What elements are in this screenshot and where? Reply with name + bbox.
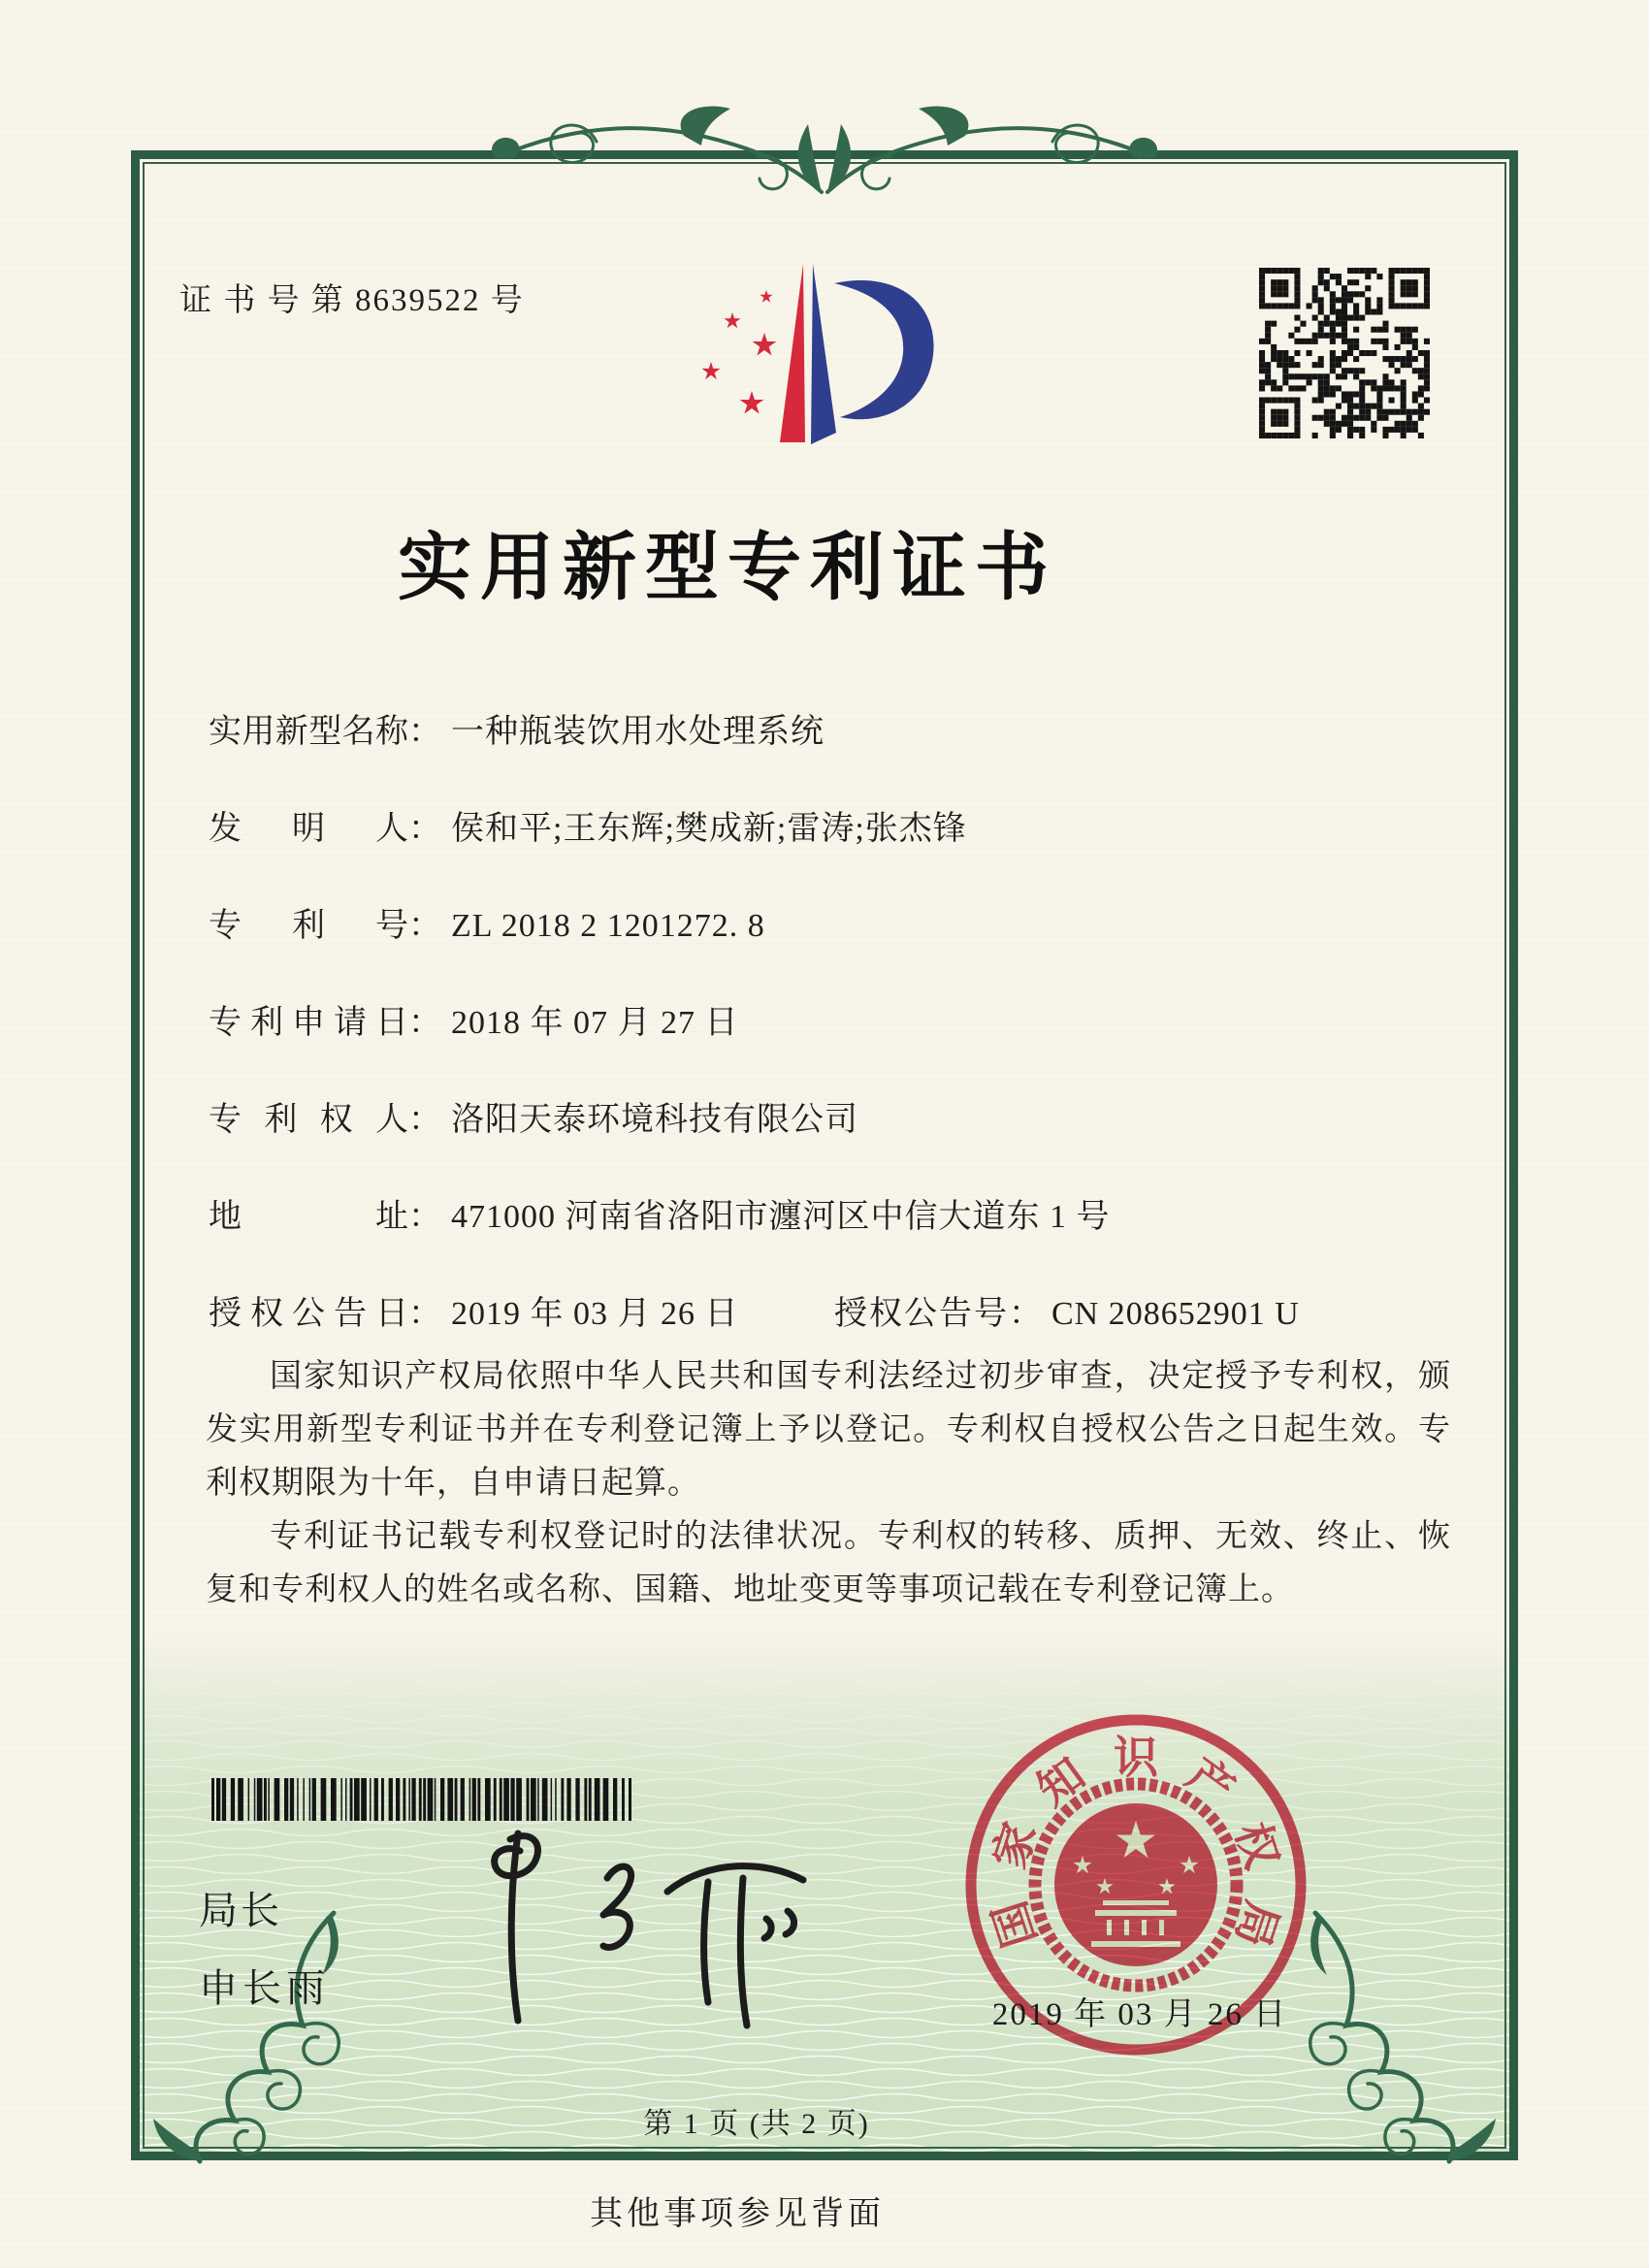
svg-text:局: 局	[1226, 1895, 1287, 1954]
field-label: 实用新型名称	[209, 714, 408, 750]
svg-text:产: 产	[1178, 1748, 1244, 1816]
field-label: 地址	[209, 1199, 408, 1235]
svg-text:国: 国	[985, 1895, 1046, 1954]
field-row-filing-date	[209, 995, 1470, 1043]
field-label: 专利申请日	[209, 1005, 408, 1041]
field-value: 一种瓶装饮用水处理系统	[451, 714, 824, 750]
field-row-grant	[209, 1286, 1470, 1334]
colon: ：	[408, 714, 441, 750]
svg-text:识: 识	[1114, 1733, 1158, 1783]
field-value: 471000 河南省洛阳市瀍河区中信大道东 1 号	[451, 1199, 1111, 1235]
svg-text:权: 权	[1226, 1816, 1287, 1875]
colon: ：	[408, 1102, 441, 1138]
page-number: 第 1 页 (共 2 页)	[643, 2108, 870, 2140]
field-row-inventors	[209, 801, 1470, 849]
grant-number-label: 授权公告号	[834, 1296, 1009, 1332]
field-row-address	[209, 1189, 1470, 1237]
grant-number-pair	[834, 1286, 1300, 1334]
field-label: 发明人	[209, 811, 408, 847]
barcode	[211, 1778, 634, 1821]
legal-paragraph: 国家知识产权局依照中华人民共和国专利法经过初步审查，决定授予专利权，颁发实用新型专利证书并在专利登记簿上予以登记。专利权自授权公告之日起生效。专利权期限为十年，自申请日起算。	[206, 1359, 1451, 1501]
certificate-title: 实用新型专利证书	[398, 528, 1057, 609]
field-value: ZL 2018 2 1201272. 8	[451, 908, 765, 944]
colon: ：	[408, 811, 441, 847]
field-value: 侯和平;王东辉;樊成新;雷涛;张杰锋	[451, 811, 967, 847]
certificate-number: 证 书 号 第 8639522 号	[179, 283, 525, 318]
qr-code	[1259, 268, 1430, 438]
seal-date: 2019 年 03 月 26 日	[991, 1997, 1288, 2032]
director-name: 申长雨	[199, 1966, 330, 2010]
top-dragon-ornament-icon	[480, 97, 1169, 211]
legal-text-block	[206, 1350, 1451, 1617]
field-value: 2018 年 07 月 27 日	[451, 1005, 739, 1041]
grant-number-value: CN 208652901 U	[1051, 1296, 1300, 1332]
svg-text:家: 家	[985, 1816, 1046, 1875]
director-signature-icon	[417, 1822, 824, 2050]
legal-paragraph: 专利证书记载专利权登记时的法律状况。专利权的转移、质押、无效、终止、恢复和专利权人的姓名或名称、国籍、地址变更等事项记载在专利登记簿上。	[206, 1519, 1451, 1607]
cnipa-logo-icon	[679, 248, 970, 457]
colon: ：	[408, 1005, 441, 1041]
back-note: 其他事项参见背面	[590, 2196, 885, 2232]
field-value: 洛阳天泰环境科技有限公司	[451, 1102, 858, 1138]
field-row-name	[209, 704, 1470, 752]
field-label: 专利权人	[209, 1102, 408, 1138]
colon: ：	[408, 1199, 441, 1235]
director-title: 局长	[199, 1889, 282, 1932]
svg-text:知: 知	[1028, 1748, 1094, 1816]
colon: ：	[1009, 1296, 1042, 1332]
field-label: 专利号	[209, 908, 408, 944]
grant-date-label: 授权公告日	[209, 1296, 408, 1332]
grant-date-value: 2019 年 03 月 26 日	[451, 1296, 739, 1332]
colon: ：	[408, 1296, 441, 1332]
field-row-patentee	[209, 1092, 1470, 1140]
colon: ：	[408, 908, 441, 944]
field-row-patent-no	[209, 898, 1470, 946]
